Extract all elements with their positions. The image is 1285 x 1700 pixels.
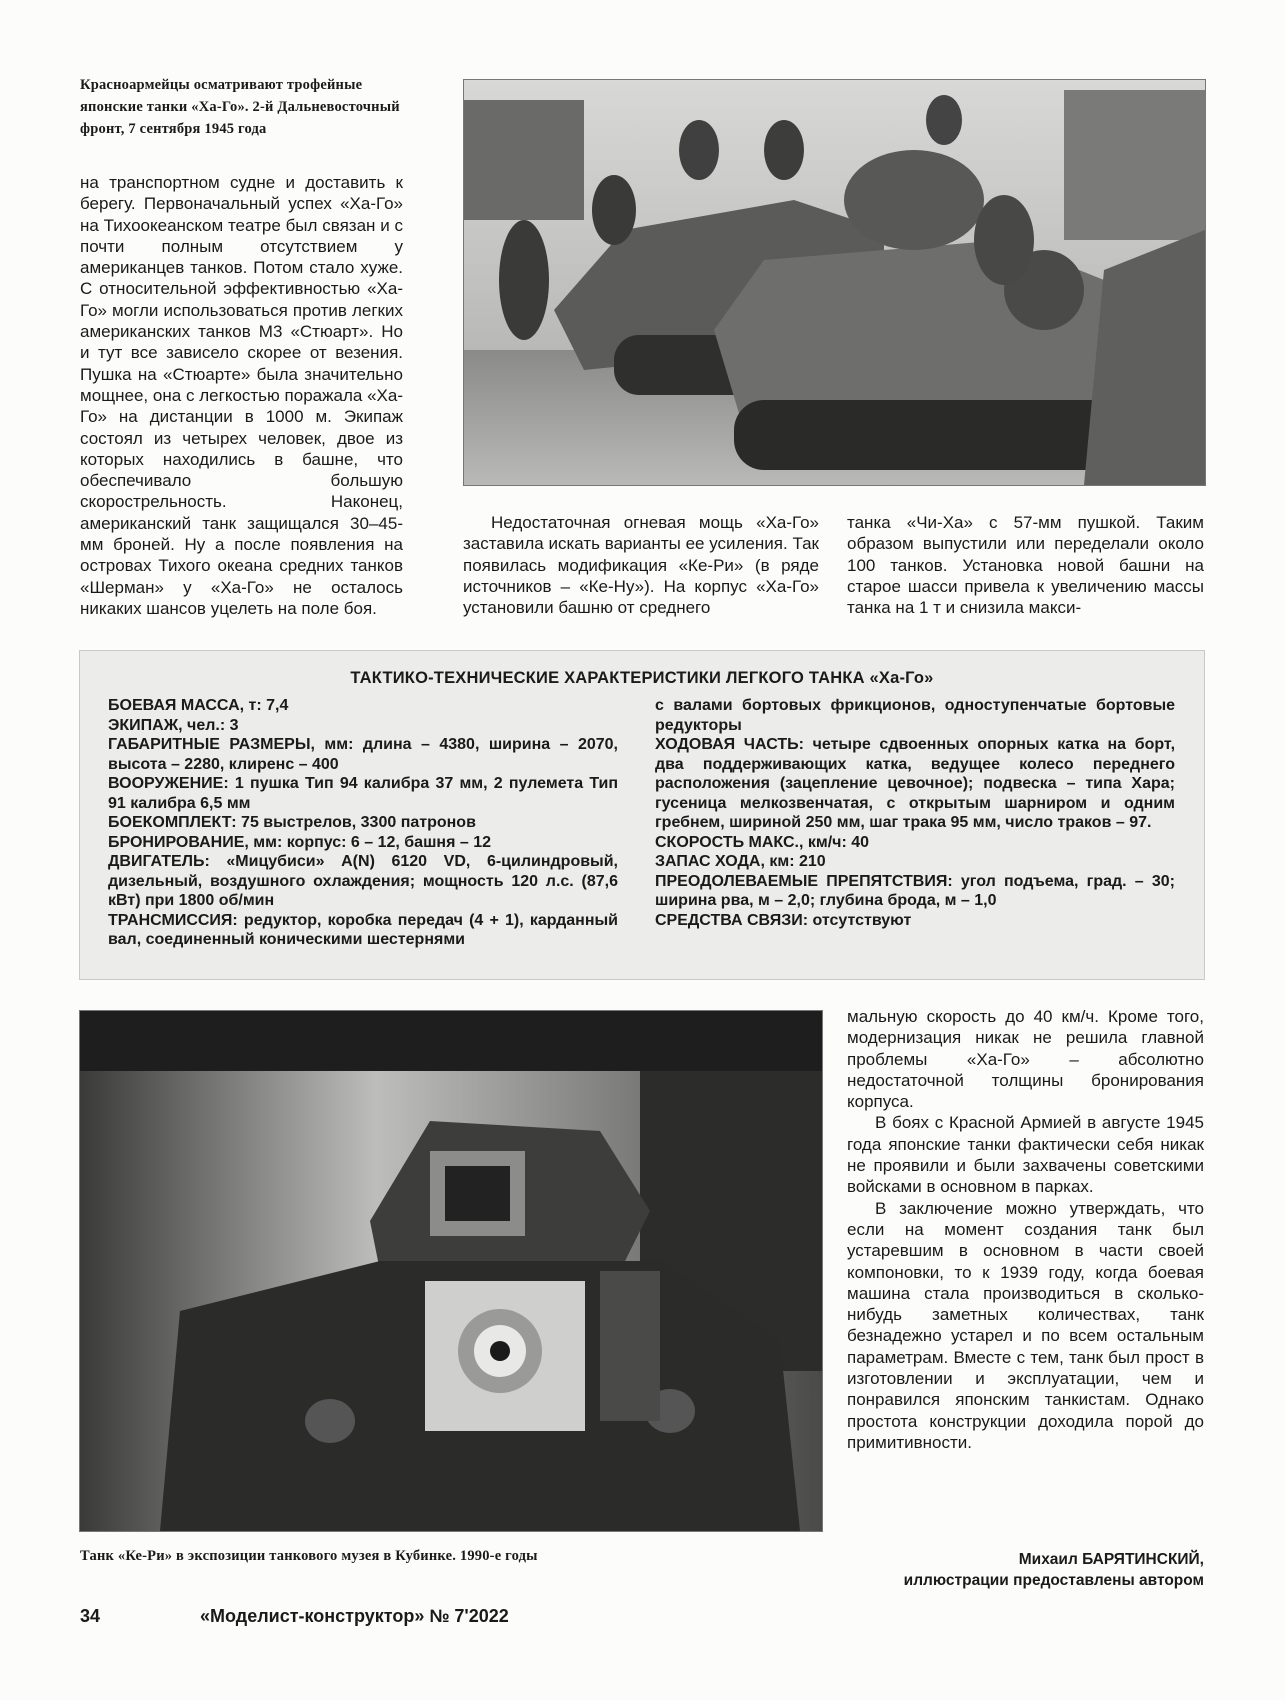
magazine-title: «Моделист-конструктор» № 7'2022 [200,1606,509,1626]
spec-item: СРЕДСТВА СВЯЗИ: отсутствуют [655,911,912,929]
author-name: Михаил БАРЯТИНСКИЙ, [1018,1551,1204,1568]
caption-bottom: Танк «Ке-Ри» в экспозиции танкового музея в Кубинке. 1990-е годы [80,1548,538,1564]
spec-item: ЗАПАС ХОДА, км: 210 [655,853,826,870]
spec-item: ПРЕОДОЛЕВАЕМЫЕ ПРЕПЯТСТВИЯ: угол подъема, град. – 30; ширина рва, м – 2,0; глубина брода, м – 1,0 [655,872,1175,909]
specs-right-column [655,696,1175,930]
column-right-paragraph: В боях с Красной Армией в августе 1945 года японские танки фактически себя никак не проявили и были захвачены советскими войсками в основном в парках. [847,1113,1204,1197]
spec-item: БОЕКОМПЛЕКТ: 75 выстрелов, 3300 патронов [108,814,476,831]
column-right-text [847,1006,1204,1453]
column-right-paragraph: мальную скорость до 40 км/ч. Кроме того, модернизация никак не решила главной проблемы «Ха-Го» – абсолютно недостаточной толщины бронирования корпуса. [847,1007,1204,1112]
column-2-paragraph: Недостаточная огневая мощь «Ха-Го» заставила искать варианты ее усиления. Так появилась модификация «Ке-Ри» (в ряде источников – «Ке-Ну»). На корпус «Ха-Го» установили башню от среднего [463,513,819,618]
photo-ke-ri-tank [79,1010,823,1532]
spec-continuation: с валами бортовых фрикционов, одноступенчатые бортовые редукторы [655,697,1175,734]
specs-box [79,650,1205,980]
spec-item: ВООРУЖЕНИЕ: 1 пушка Тип 94 калибра 37 мм, 2 пулемета Тип 91 калибра 6,5 мм [108,775,618,812]
spec-item: БРОНИРОВАНИЕ, мм: корпус: 6 – 12, башня – 12 [108,833,491,851]
caption-top: Красноармейцы осматривают трофейные японские танки «Ха-Го». 2-й Дальневосточный фронт, 7 сентября 1945 года [80,77,400,137]
column-right-paragraph: В заключение можно утверждать, что если на момент создания танк был устаревшим в основном в части своей компоновки, то к 1939 году, когда боевая машина стала производиться в сколько-нибудь заметных количествах, танк безнадежно устарел и по всем остальным параметрам. Вместе с тем, танк был прост в изготовлении и эксплуатации, чем и понравился японским танкистам. Однако простота конструкции доходила порой до примитивности. [847,1198,1204,1452]
spec-item: СКОРОСТЬ МАКС., км/ч: 40 [655,833,870,851]
spec-item: ЭКИПАЖ, чел.: 3 [108,716,239,734]
author-note: иллюстрации предоставлены автором [903,1572,1204,1589]
photo-trophy-tanks [463,79,1206,486]
spec-item: ТРАНСМИССИЯ: редуктор, коробка передач (4 + 1), карданный вал, соединенный коническими шестернями [108,911,618,948]
spec-item: ХОДОВАЯ ЧАСТЬ: четыре сдвоенных опорных катка на борт, два поддерживающих катка, ведущее колесо переднего расположения (зацепление цевочное); подвеска – типа Хара; гусеница мелкозвенчатая, с открытым шарниром и одним гребнем, шириной 250 мм, шаг трака 95 мм, число траков – 97. [655,736,1176,831]
page-number: 34 [80,1606,101,1626]
specs-left-column [108,696,618,950]
column-1-paragraph: на транспортном судне и доставить к берегу. Первоначальный успех «Ха-Го» на Тихоокеанском театре был связан и с почти полным отсутствием у американцев танков. Потом стало хуже. С относительной эффективностью «Ха-Го» могли использоваться против легких американских танков М3 «Стюарт». Но и тут все зависело скорее от везения. Пушка на «Стюарте» была значительно мощнее, она с легкостью поражала «Ха-Го» на дистанции в 1000 м. Экипаж состоял из четырех человек, двое из которых находились в башне, что обеспечивало большую скорострельность. Наконец, американский танк защищался 30–45-мм броней. Ну а после появления на островах Тихого океана средних танков «Шерман» у «Ха-Го» не осталось никаких шансов уцелеть на поле боя. [80,173,403,618]
column-2-text [463,512,819,618]
spec-item: БОЕВАЯ МАССА, т: 7,4 [108,697,289,714]
spec-item: ГАБАРИТНЫЕ РАЗМЕРЫ, мм: длина – 4380, ширина – 2070, высота – 2280, клиренс – 400 [108,736,618,773]
column-3-text [847,512,1204,618]
specs-title: ТАКТИКО-ТЕХНИЧЕСКИЕ ХАРАКТЕРИСТИКИ ЛЕГКОГО ТАНКА «Ха-Го» [350,669,934,687]
author-block [847,1549,1204,1591]
photo-ke-ri-tank-image [80,1011,822,1531]
column-3-paragraph: танка «Чи-Ха» с 57-мм пушкой. Таким образом выпустили или переделали около 100 танков. Установка новой башни на старое шасси привела к увеличению массы танка на 1 т и снизила макси- [847,513,1204,618]
spec-item: ДВИГАТЕЛЬ: «Мицубиси» A(N) 6120 VD, 6-цилиндровый, дизельный, воздушного охлаждения; мощность 120 л.с. (87,6 кВт) при 1800 об/мин [108,853,618,909]
column-1-text [80,172,403,619]
photo-trophy-tanks-image [464,80,1205,485]
